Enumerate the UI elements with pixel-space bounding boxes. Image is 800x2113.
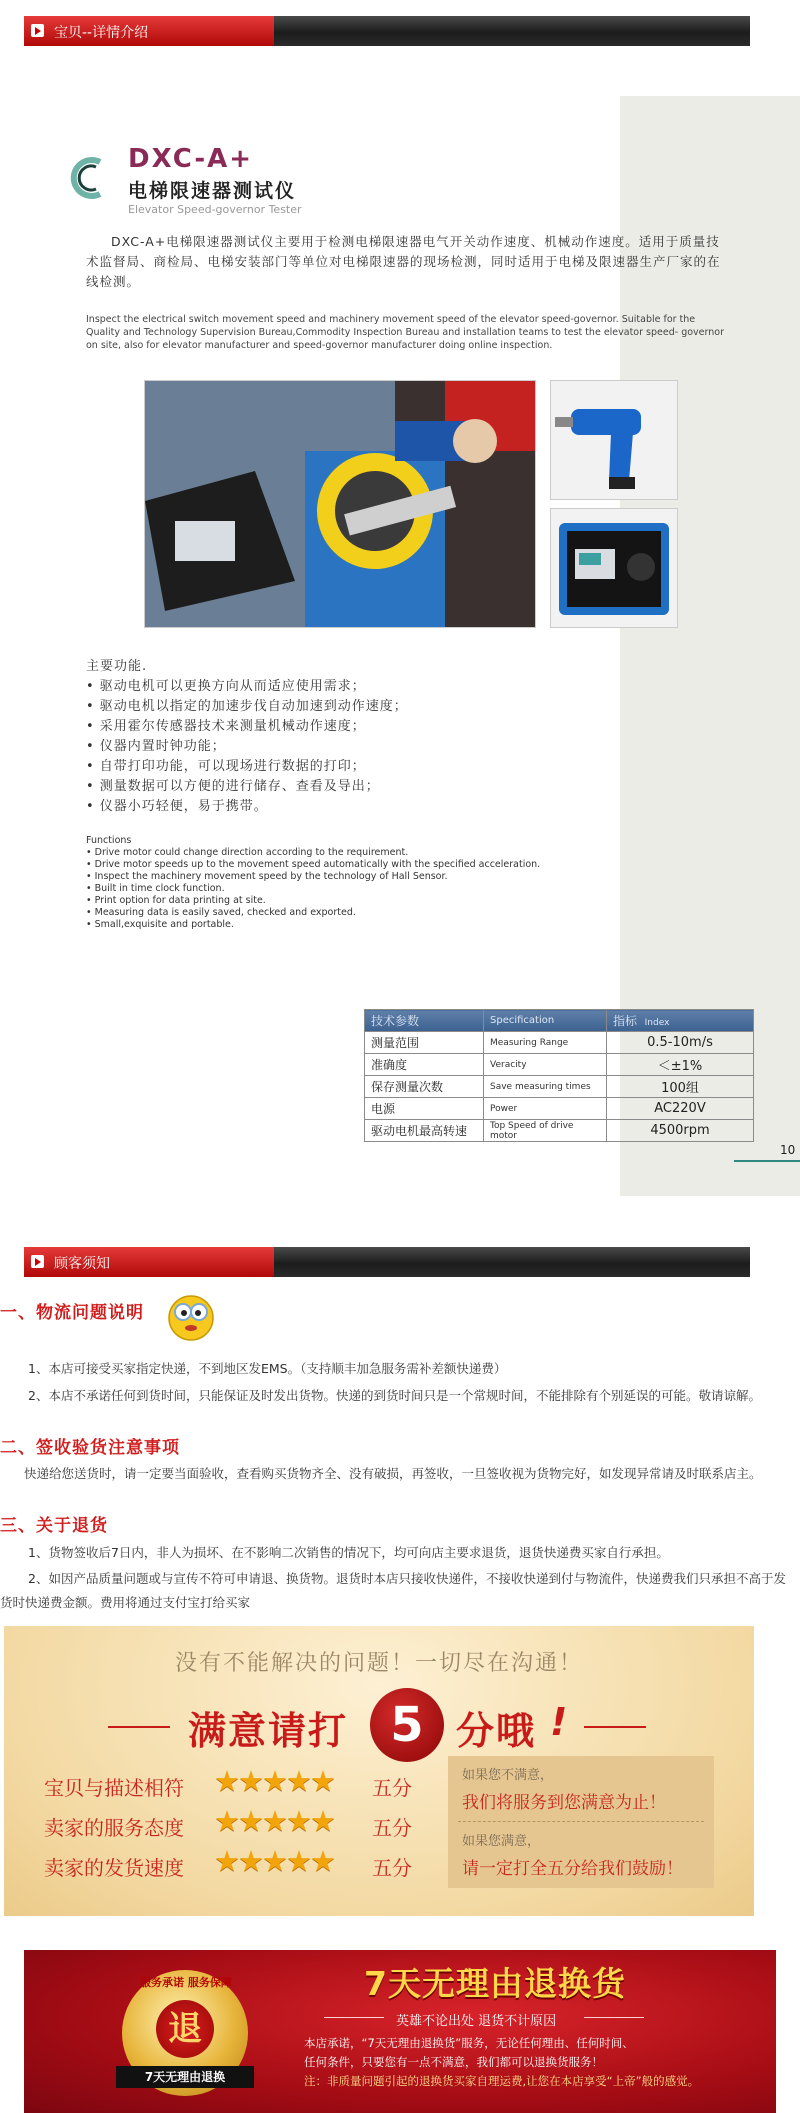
- spec-header-param: 技术参数: [365, 1010, 484, 1032]
- rating-banner: [4, 1626, 754, 1916]
- returns-banner: [24, 1950, 776, 2113]
- spec-value: AC220V: [607, 1098, 754, 1120]
- spec-row: [365, 1120, 754, 1142]
- returns-line: 注：非质量问题引起的退换货买家自理运费,让您在本店享受“上帝”般的感觉。: [304, 2074, 700, 2088]
- slogan-dash-right: [584, 1726, 646, 1728]
- product-main-photo: [144, 380, 536, 628]
- spec-row: [365, 1032, 754, 1054]
- details-header-title: 宝贝--详情介绍: [54, 25, 149, 41]
- page-number-underline: [734, 1160, 800, 1162]
- functions-en-item: • Inspect the machinery movement speed by the technology of Hall Sensor.: [86, 871, 448, 882]
- message-small: 如果您不满意，: [462, 1768, 554, 1783]
- star-rating-icon: ★★★★★: [214, 1844, 334, 1878]
- intro-en: Inspect the electrical switch movement speed and machinery movement speed of the elevator speed-governor. Suitable for the Quality and Technology Supervision Bureau,Commodity Inspection Bureau and installation teams to test the elevator speed- governor on site, also for elevator manufacturer and speed-governor manufacturer doing online inspection.: [86, 314, 724, 351]
- functions-en-item: • Drive motor could change direction according to the requirement.: [86, 847, 409, 858]
- tester-case-photo: [550, 508, 678, 628]
- spec-header-index: [607, 1010, 754, 1032]
- intro-cn: DXC-A+电梯限速器测试仪主要用于检测电梯限速器电气开关动作速度、机械动作速度。适用于质量技术监督局、商检局、电梯安装部门等单位对电梯限速器的现场检测，同时适用于电梯及限速器生产厂家的在线检测。: [86, 234, 721, 289]
- slogan-dash-left: [108, 1726, 170, 1728]
- functions-cn-item: • 测量数据可以方便的进行储存、查看及导出；: [86, 779, 380, 794]
- message-small: 如果您满意，: [462, 1834, 541, 1849]
- returns-line: 本店承诺，“7天无理由退换货”服务，无论任何理由、任何时间、: [304, 2036, 634, 2050]
- product-name-cn: 电梯限速器测试仪: [128, 180, 297, 202]
- spec-table-header: [365, 1010, 754, 1032]
- spec-header-index-en: Index: [644, 1018, 670, 1028]
- spec-en: Veracity: [484, 1054, 607, 1076]
- functions-en-item: • Small,exquisite and portable.: [86, 919, 234, 930]
- notice-header-bar: [24, 1247, 750, 1277]
- functions-en-item: • Built in time clock function.: [86, 883, 225, 894]
- notice-heading-logistics: 一、物流问题说明: [0, 1303, 144, 1323]
- spec-value: 4500rpm: [607, 1120, 754, 1142]
- spec-cn: 电源: [365, 1098, 484, 1120]
- rating-score: 五分: [372, 1816, 412, 1840]
- rating-label: 卖家的服务态度: [44, 1816, 184, 1840]
- details-header-bar: [24, 16, 750, 46]
- notice-paragraph: 2、如因产品质量问题或与宣传不符可申请退、换货物。退货时本店只接收快递件，不接收快递到付与物流件，快递费我们只承担不高于发货时快递费金额。费用将通过支付宝打给买家: [0, 1571, 786, 1610]
- star-rating-icon: ★★★★★: [214, 1804, 334, 1838]
- rating-question: 没有不能解决的问题！一切尽在沟通！: [174, 1651, 583, 1676]
- spec-table: [364, 1009, 754, 1142]
- spec-cn: 保存测量次数: [365, 1076, 484, 1098]
- spec-cn: 准确度: [365, 1054, 484, 1076]
- returns-subtitle: 英雄不论出处 退货不计原因: [396, 2014, 557, 2029]
- notice-paragraph: 快递给您送货时，请一定要当面验收，查看购买货物齐全、没有破损，再签收，一旦签收视为货物完好，如发现异常请及时联系店主。: [24, 1466, 762, 1481]
- brand-logo-icon: [70, 156, 104, 200]
- spec-value: 0.5-10m/s: [607, 1032, 754, 1054]
- functions-en-item: • Measuring data is easily saved, checked and exported.: [86, 907, 356, 918]
- confused-face-icon: [166, 1292, 216, 1342]
- functions-cn-item: • 自带打印功能，可以现场进行数据的打印；: [86, 759, 366, 774]
- rating-label: 宝贝与描述相符: [44, 1776, 184, 1800]
- functions-en-title: Functions: [86, 835, 132, 846]
- spec-value: ＜±1%: [607, 1054, 754, 1076]
- notice-paragraph: 1、本店可接受买家指定快递，不到地区发EMS。（支持顺丰加急服务需补差额快递费）: [28, 1361, 507, 1376]
- spec-header-spec: Specification: [484, 1010, 607, 1032]
- medal-arc-text: 服务承诺 服务保障: [140, 1976, 232, 1989]
- spec-en: Power: [484, 1098, 607, 1120]
- play-icon: [31, 1255, 44, 1268]
- spec-header-index-cn: 指标: [613, 1014, 638, 1028]
- page-number: 10: [780, 1143, 796, 1157]
- drill-photo: [550, 380, 678, 500]
- exclamation-mark: !: [550, 1700, 570, 1744]
- star-rating-icon: ★★★★★: [214, 1764, 334, 1798]
- functions-cn: [86, 657, 408, 817]
- notice-paragraph: 2、本店不承诺任何到货时间，只能保证及时发出货物。快递的到货时间只是一个常规时间，不能排除有个别延误的可能。敬请谅解。: [28, 1388, 761, 1403]
- functions-en-item: • Drive motor speeds up to the movement speed automatically with the specified acceleration.: [86, 859, 541, 870]
- rating-label: 卖家的发货速度: [44, 1856, 184, 1880]
- functions-en-item: • Print option for data printing at site.: [86, 895, 266, 906]
- play-icon: [31, 24, 44, 37]
- spec-en: Measuring Range: [484, 1032, 607, 1054]
- functions-cn-item: • 驱动电机以指定的加速步伐自动加速到动作速度；: [86, 699, 408, 714]
- functions-cn-item: • 驱动电机可以更换方向从而适应使用需求；: [86, 679, 366, 694]
- return-guarantee-medal-icon: [122, 1970, 248, 2096]
- returns-text: [304, 2034, 774, 2091]
- functions-en: [86, 835, 540, 931]
- spec-cn: 驱动电机最高转速: [365, 1120, 484, 1142]
- rating-score: 五分: [372, 1776, 412, 1800]
- notice-heading-returns: 三、关于退货: [0, 1516, 108, 1536]
- functions-cn-title: 主要功能.: [86, 659, 148, 674]
- notice-heading-inspection: 二、签收验货注意事项: [0, 1438, 180, 1458]
- rating-message-box: [448, 1756, 714, 1888]
- rating-score: 五分: [372, 1856, 412, 1880]
- slogan-right: 分哦: [456, 1709, 537, 1753]
- functions-cn-item: • 仪器内置时钟功能；: [86, 739, 226, 754]
- spec-en: Top Speed of drive motor: [484, 1120, 607, 1142]
- spec-en: Save measuring times: [484, 1076, 607, 1098]
- message-divider: [458, 1821, 704, 1822]
- spec-row: [365, 1054, 754, 1076]
- product-brand: DXC-A+: [128, 144, 254, 174]
- product-name-en: Elevator Speed-governor Tester: [128, 203, 302, 216]
- functions-cn-item: • 仪器小巧轻便，易于携带。: [86, 799, 268, 814]
- spec-row: [365, 1098, 754, 1120]
- message-large: 我们将服务到您满意为止！: [462, 1793, 666, 1813]
- spec-value: 100组: [607, 1076, 754, 1098]
- slogan-left: 满意请打: [188, 1709, 349, 1753]
- notice-paragraph: 1、货物签收后7日内，非人为损坏、在不影响二次销售的情况下，均可向店主要求退货，退货快递费买家自行承担。: [28, 1545, 669, 1560]
- medal-ribbon: 7天无理由退换: [116, 2066, 254, 2088]
- subtitle-line-left: [324, 2017, 384, 2018]
- returns-title: 7天无理由退换货: [364, 1964, 626, 2003]
- message-large: 请一定打全五分给我们鼓励！: [462, 1859, 683, 1879]
- returns-line: 任何条件，只要您有一点不满意，我们都可以退换货服务！: [304, 2055, 603, 2069]
- spec-row: [365, 1076, 754, 1098]
- subtitle-line-right: [584, 2017, 644, 2018]
- functions-cn-item: • 采用霍尔传感器技术来测量机械动作速度；: [86, 719, 366, 734]
- slogan-five-badge: 5: [370, 1688, 444, 1762]
- spec-cn: 测量范围: [365, 1032, 484, 1054]
- notice-header-title: 顾客须知: [54, 1256, 110, 1272]
- medal-char: 退: [156, 2000, 214, 2058]
